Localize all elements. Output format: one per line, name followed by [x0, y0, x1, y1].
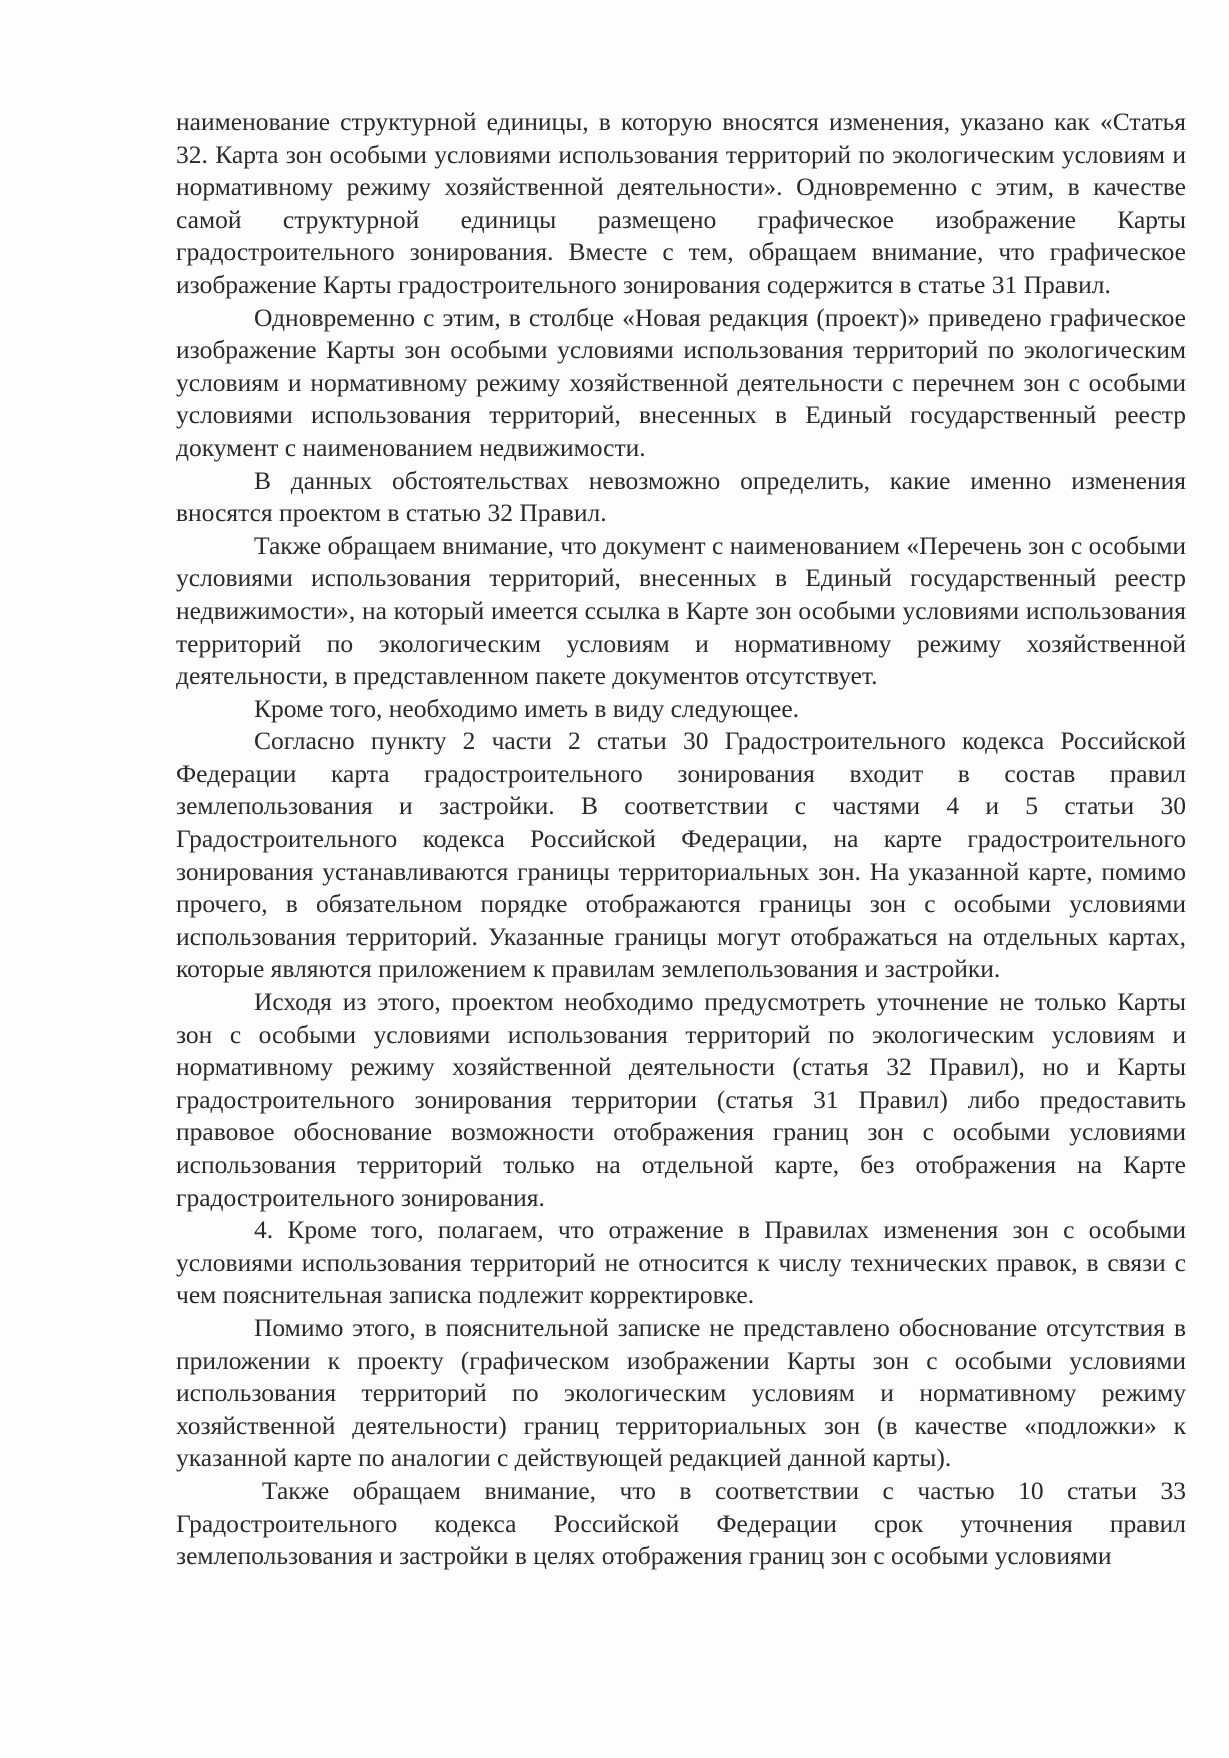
paragraph-4: Также обращаем внимание, что документ с наименованием «Перечень зон с особыми условиями использования территорий, внесенных в Единый государственный реестр недвижимости», на который имеется ссылка в Карте зон особыми условиями использования территорий по экологическим условиям и нормативному режиму хозяйственной деятельности, в представленном пакете документов отсутствует.	[176, 530, 1186, 691]
paragraph-3: В данных обстоятельствах невозможно определить, какие именно изменения вносятся проектом в статью 32 Правил.	[176, 465, 1186, 528]
paragraph-1: наименование структурной единицы, в которую вносятся изменения, указано как «Статья 32. Карта зон особыми условиями использования территорий по экологическим условиям и нормативному режиму хозяйственной деятельности». Одновременно с этим, в качестве самой структурной единицы размещено графическое изображение Карты градостроительного зонирования. Вместе с тем, обращаем внимание, что графическое изображение Карты градостроительного зонирования содержится в статье 31 Правил.	[176, 107, 1186, 299]
paragraph-10: Также обращаем внимание, что в соответствии с частью 10 статьи 33 Градостроительного кодекса Российской Федерации срок уточнения правил землепользования и застройки в целях отображения границ зон с особыми условиями	[176, 1475, 1186, 1571]
paragraph-7: Исходя из этого, проектом необходимо предусмотреть уточнение не только Карты зон с особыми условиями использования территорий по экологическим условиям и нормативному режиму хозяйственной деятельности (статья 32 Правил), но и Карты градостроительного зонирования территории (статья 31 Правил) либо предоставить правовое обоснование возможности отображения границ зон с особыми условиями использования территорий только на отдельной карте, без отображения на Карте градостроительного зонирования.	[176, 987, 1186, 1212]
paragraph-8: 4. Кроме того, полагаем, что отражение в Правилах изменения зон с особыми условиями использования территорий не относится к числу технических правок, в связи с чем пояснительная записка подлежит корректировке.	[176, 1215, 1186, 1310]
paragraph-9: Помимо этого, в пояснительной записке не представлено обоснование отсутствия в приложении к проекту (графическом изображении Карты зон с особыми условиями использования территорий по экологическим условиям и нормативному режиму хозяйственной деятельности) границ территориальных зон (в качестве «подложки» к указанной карте по аналогии с действующей редакцией данной карты).	[176, 1312, 1186, 1473]
paragraph-5: Кроме того, необходимо иметь в виду следующее.	[254, 693, 800, 723]
paragraph-6: Согласно пункту 2 части 2 статьи 30 Градостроительного кодекса Российской Федерации карта градостроительного зонирования входит в состав правил землепользования и застройки. В соответствии с частями 4 и 5 статьи 30 Градостроительного кодекса Российской Федерации, на карте градостроительного зонирования устанавливаются границы территориальных зон. На указанной карте, помимо прочего, в обязательном порядке отображаются границы зон с особыми условиями использования территорий. Указанные границы могут отображаться на отдельных картах, которые являются приложением к правилам землепользования и застройки.	[176, 726, 1186, 984]
document-body	[176, 106, 1186, 1573]
paragraph-2: Одновременно с этим, в столбце «Новая редакция (проект)» приведено графическое изображение Карты зон особыми условиями использования территорий по экологическим условиям и нормативному режиму хозяйственной деятельности с перечнем зон с особыми условиями использования территорий, внесенных в Единый государственный реестр документ с наименованием недвижимости.	[176, 302, 1186, 462]
